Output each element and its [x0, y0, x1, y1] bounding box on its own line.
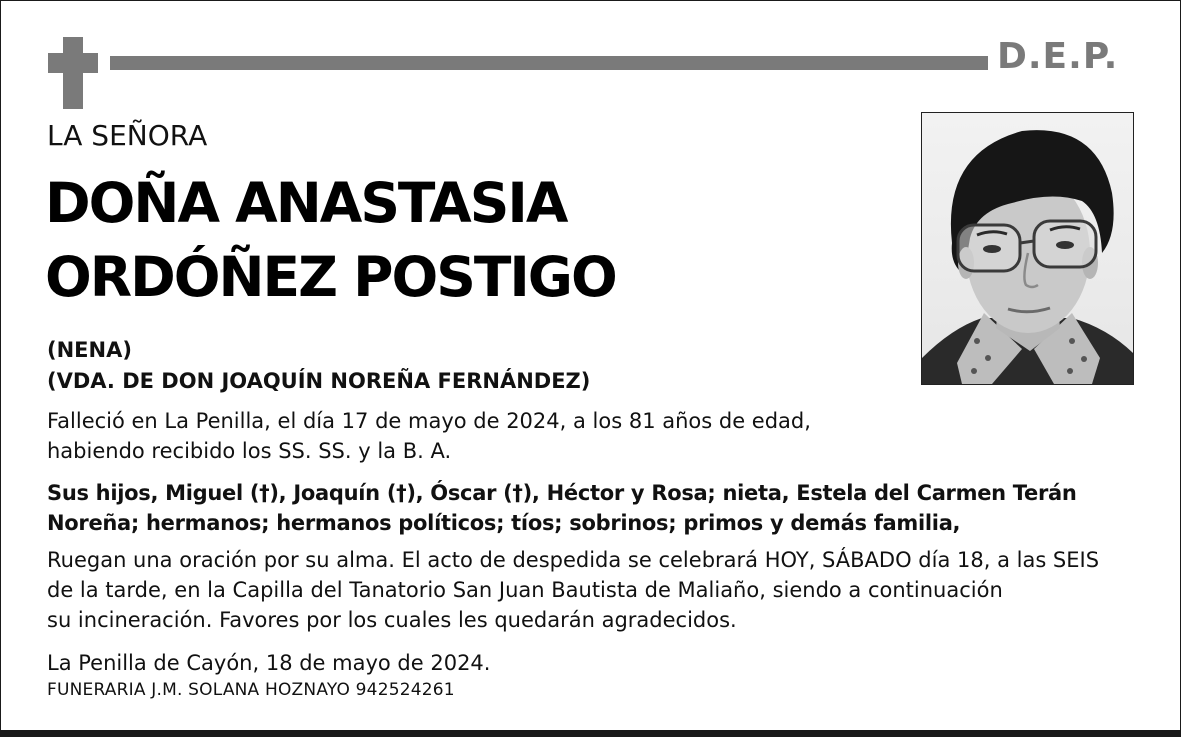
family-paragraph: [47, 478, 1077, 538]
family-line: Sus hijos, Miguel (†), Joaquín (†), Óscar (†), Héctor y Rosa; nieta, Estela del Carmen Terán: [47, 481, 1077, 505]
intro-label: LA SEÑORA: [47, 119, 208, 152]
cross-icon: [63, 37, 83, 109]
service-paragraph: [47, 545, 1099, 635]
portrait-image: [922, 113, 1133, 384]
cross-icon-bar: [48, 53, 98, 73]
family-line: Noreña; hermanos; hermanos políticos; tíos; sobrinos; primos y demás familia,: [47, 511, 961, 535]
portrait-photo: [921, 112, 1134, 385]
death-paragraph: [47, 406, 811, 466]
death-line: habiendo recibido los SS. SS. y la B. A.: [47, 439, 452, 463]
service-line: su incineración. Favores por los cuales les quedarán agradecidos.: [47, 608, 737, 632]
dep-label: D.E.P.: [997, 36, 1119, 77]
widow-of: (VDA. DE DON JOAQUÍN NOREÑA FERNÁNDEZ): [47, 369, 591, 393]
funeral-home: FUNERARIA J.M. SOLANA HOZNAYO 942524261: [47, 680, 455, 700]
deceased-name: [45, 166, 616, 314]
death-line: Falleció en La Penilla, el día 17 de mayo de 2024, a los 81 años de edad,: [47, 409, 811, 433]
service-line: Ruegan una oración por su alma. El acto de despedida se celebrará HOY, SÁBADO día 18, a las SEIS: [47, 548, 1100, 572]
service-line: de la tarde, en la Capilla del Tanatorio San Juan Bautista de Maliaño, siendo a continuación: [47, 578, 1003, 602]
nickname: (NENA): [47, 338, 132, 362]
place-date: La Penilla de Cayón, 18 de mayo de 2024.: [47, 651, 491, 675]
name-line-2: ORDÓÑEZ POSTIGO: [45, 245, 616, 309]
name-line-1: DOÑA ANASTASIA: [45, 171, 567, 235]
header-rule: [110, 56, 988, 70]
